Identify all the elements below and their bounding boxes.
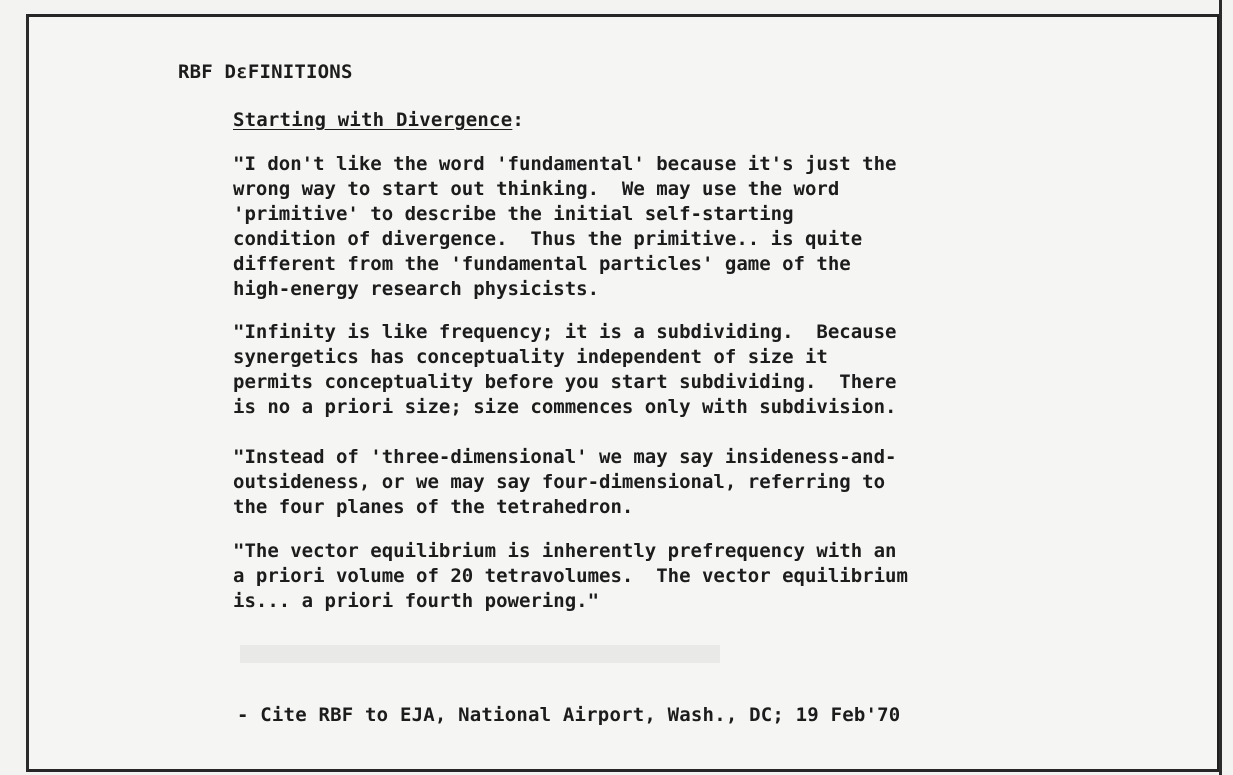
quote-paragraph-2 — [233, 320, 896, 420]
citation: - Cite RBF to EJA, National Airport, Wash., DC; 19 Feb'70 — [237, 704, 901, 726]
quote-line: 'primitive' to describe the initial self-starting — [233, 203, 794, 225]
quote-line: "I don't like the word 'fundamental' because it's just the — [233, 153, 897, 175]
quote-line: synergetics has conceptuality independent of size it — [233, 346, 828, 368]
quote-line: "Infinity is like frequency; it is a subdividing. Because — [233, 321, 897, 343]
quote-line: "The vector equilibrium is inherently prefrequency with an — [233, 540, 897, 562]
faint-smudge — [240, 645, 720, 663]
page-title: RBF DɛFINITIONS — [178, 61, 353, 83]
quote-paragraph-4 — [233, 539, 908, 614]
quote-line: outsideness, or we may say four-dimensional, referring to — [233, 471, 886, 493]
section-heading — [233, 109, 524, 131]
quote-paragraph-3 — [233, 445, 896, 520]
section-heading-colon: : — [512, 109, 524, 131]
quote-line: high-energy research physicists. — [233, 278, 600, 300]
quote-line: wrong way to start out thinking. We may use the word — [233, 178, 840, 200]
quote-line: condition of divergence. Thus the primitive.. is quite — [233, 228, 863, 250]
section-heading-text: Starting with Divergence — [233, 109, 513, 131]
quote-line: permits conceptuality before you start subdividing. There — [233, 371, 897, 393]
quote-line: is no a priori size; size commences only with subdivision. — [233, 396, 897, 418]
quote-line: is... a priori fourth powering." — [233, 590, 600, 612]
card-edge — [1219, 0, 1222, 775]
quote-line: a priori volume of 20 tetravolumes. The vector equilibrium — [233, 565, 908, 587]
quote-line: different from the 'fundamental particles' game of the — [233, 253, 851, 275]
quote-paragraph-1 — [233, 152, 896, 302]
quote-line: "Instead of 'three-dimensional' we may say insideness-and- — [233, 446, 897, 468]
quote-line: the four planes of the tetrahedron. — [233, 496, 634, 518]
